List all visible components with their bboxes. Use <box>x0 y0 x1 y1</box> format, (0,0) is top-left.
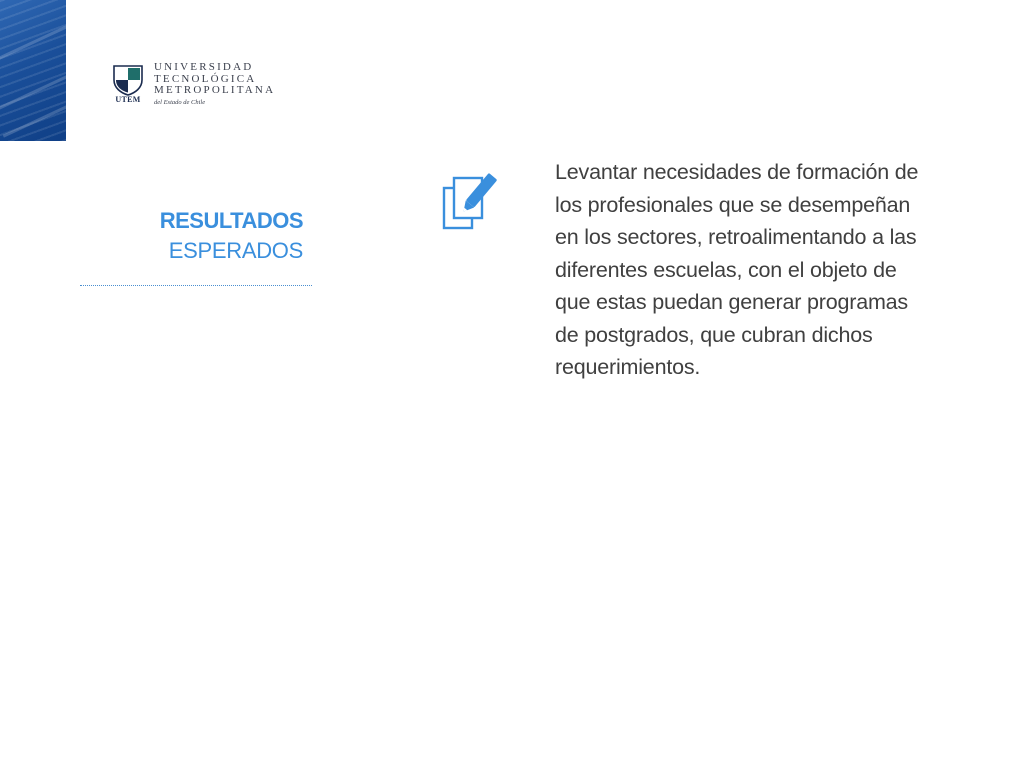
section-title-bold: RESULTADOS <box>159 208 303 233</box>
utem-shield-icon <box>112 64 144 96</box>
result-paragraph: Levantar necesidades de formación de los profesionales que se desempeñan en los sectores, retroalimentando a las diferentes escuelas, con el objeto de que estas puedan generar programas de postgrados, que cubran dichos requerimientos. <box>555 160 919 379</box>
section-title-light: ESPERADOS <box>168 238 303 263</box>
university-logo <box>112 62 292 108</box>
logo-wordmark <box>154 62 275 107</box>
corner-photo <box>0 0 66 141</box>
logo-tagline: del Estado de Chile <box>154 98 206 106</box>
section-title <box>80 206 303 266</box>
logo-line-2: TECNOLÓGICA <box>154 72 257 85</box>
logo-acronym: UTEM <box>115 95 141 104</box>
edit-document-icon <box>440 168 498 234</box>
logo-line-1: UNIVERSIDAD <box>154 61 254 73</box>
title-divider <box>80 285 312 286</box>
logo-line-3: METROPOLITANA <box>154 84 276 96</box>
